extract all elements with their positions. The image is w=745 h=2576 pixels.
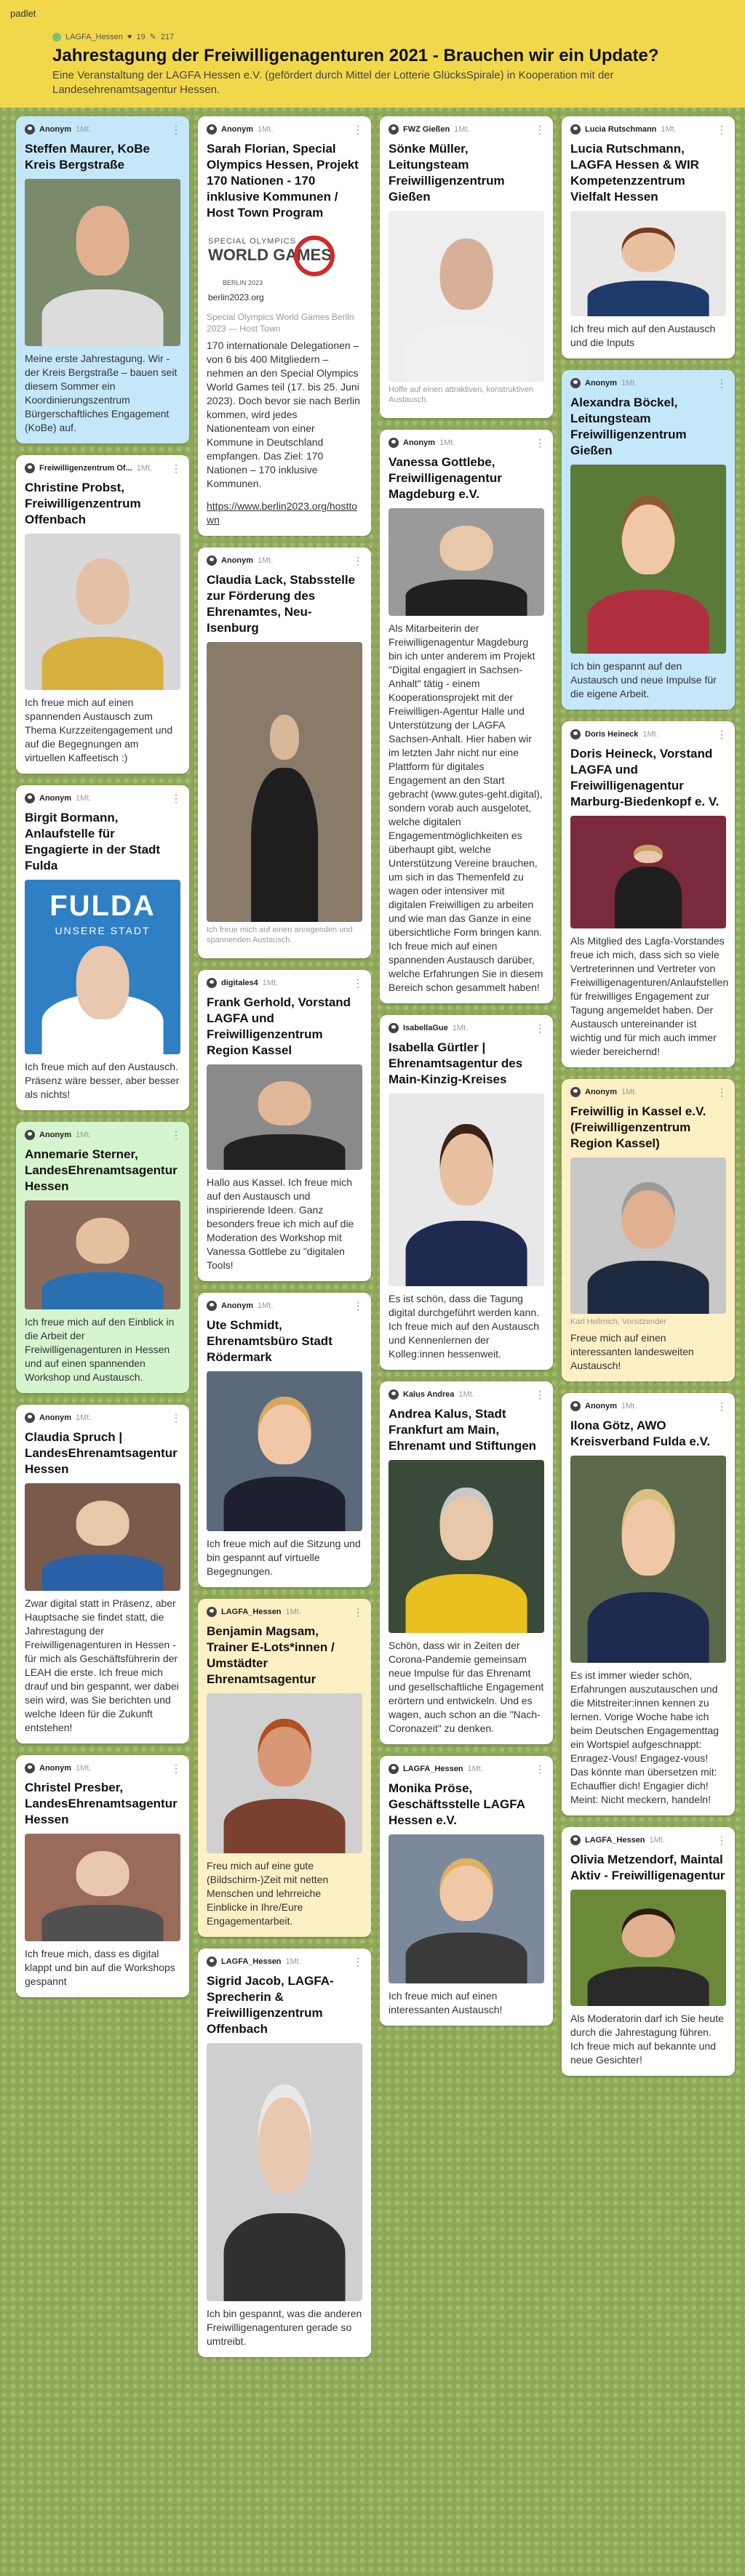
- post-card[interactable]: [16, 1405, 189, 1744]
- post-time: 1Mt.: [258, 556, 274, 565]
- fulda-wordmark: FULDA: [49, 890, 156, 922]
- post-author[interactable]: Anonym: [585, 1088, 617, 1096]
- post-header: [25, 1412, 180, 1424]
- post-author[interactable]: IsabellaGue: [403, 1024, 448, 1032]
- post-author[interactable]: Anonym: [39, 1764, 71, 1773]
- post-title: Freiwillig in Kassel e.V. (Freiwilligenzentrum Region Kassel): [570, 1104, 706, 1150]
- person-body: [224, 1799, 346, 1853]
- more-vertical-icon[interactable]: ⋮: [353, 555, 362, 566]
- post-body: Ich bin gespannt, was die anderen Freiwilligenagenturen gerade so umtreibt.: [207, 2308, 362, 2347]
- post-author[interactable]: Anonym: [39, 794, 71, 803]
- logo-line-1: SPECIAL OLYMPICS: [208, 237, 297, 246]
- person-head: [258, 1719, 311, 1786]
- person-head: [440, 1488, 493, 1560]
- post-author[interactable]: Kalus Andrea: [403, 1390, 455, 1399]
- post-card[interactable]: [16, 116, 189, 444]
- post-card[interactable]: [16, 455, 189, 774]
- person-body: [224, 1477, 346, 1531]
- more-vertical-icon[interactable]: ⋮: [717, 377, 726, 389]
- more-vertical-icon[interactable]: ⋮: [353, 1300, 362, 1312]
- post-image[interactable]: [25, 534, 180, 690]
- post-body: Es ist immer wieder schön, Erfahrungen auszutauschen und die Mitstreiter:innen kennen zu lernen. Vorige Woche habe ich beim Deutschen Engagementtag ein Wortspiel aufgeschnappt: Enragez-Vous! Engagez-vous! Das könnte man übersetzen mit: Echauffier dich! Engagier dich! Meint: Nicht meckern, handeln!: [570, 1669, 719, 1805]
- more-vertical-icon[interactable]: ⋮: [717, 1834, 726, 1846]
- post-author[interactable]: LAGFA_Hessen: [585, 1836, 645, 1845]
- post-time: 1Mt.: [452, 1024, 469, 1032]
- post-card[interactable]: [380, 1381, 553, 1744]
- board-header: [0, 26, 745, 108]
- logo-line-3: BERLIN 2023: [223, 279, 263, 286]
- author-avatar: [389, 1389, 399, 1400]
- post-image[interactable]: [570, 1890, 726, 2006]
- post-header: [570, 377, 726, 389]
- heart-icon[interactable]: ♥: [127, 32, 132, 41]
- post-title: Vanessa Gottlebe, Freiwilligenagentur Magdeburg e.V.: [389, 455, 502, 501]
- author-avatar: [207, 124, 217, 135]
- post-title: Christel Presber, LandesEhrenamtsagentur Hessen: [25, 1781, 178, 1826]
- post-author[interactable]: Anonym: [585, 1402, 617, 1411]
- person-body: [406, 1574, 527, 1633]
- post-body: Freue mich auf einen interessanten landesweiten Austausch!: [570, 1332, 694, 1371]
- post-image[interactable]: [207, 642, 362, 922]
- post-title: Sarah Florian, Special Olympics Hessen, Projekt 170 Nationen - 170 inklusive Kommunen / Host Town Program: [207, 142, 359, 220]
- post-header: [207, 1300, 362, 1312]
- post-image[interactable]: [570, 1157, 726, 1314]
- person-body: [588, 281, 709, 316]
- post-body: Es ist schön, dass die Tagung digital durchgeführt werden kann. Ich freue mich auf den Austausch und Kennenlernen der Kolleg:innen hessenweit.: [389, 1293, 540, 1360]
- person-body: [406, 579, 527, 616]
- post-time: 1Mt.: [661, 125, 677, 134]
- post-image[interactable]: [570, 211, 726, 316]
- post-author[interactable]: Anonym: [39, 125, 71, 134]
- post-title: Ilona Götz, AWO Kreisverband Fulda e.V.: [570, 1419, 711, 1448]
- author-avatar: [570, 729, 581, 739]
- post-image[interactable]: [25, 1483, 180, 1591]
- person-head: [440, 1858, 493, 1921]
- top-bar: [0, 0, 745, 26]
- post-author[interactable]: Doris Heineck: [585, 730, 639, 739]
- image-caption: Special Olympics World Games Berlin 2023 — Host Town: [207, 312, 354, 334]
- person-body: [406, 324, 527, 382]
- post-title: Christine Probst, Freiwilligenzentrum Offenbach: [25, 481, 141, 526]
- post-card[interactable]: [562, 1827, 735, 2076]
- post-author[interactable]: LAGFA_Hessen: [221, 1957, 282, 1966]
- post-title: Claudia Spruch | LandesEhrenamtsagentur Hessen: [25, 1430, 178, 1476]
- post-time: 1Mt.: [76, 1764, 92, 1773]
- post-header: [389, 1389, 544, 1400]
- person-head: [622, 1489, 675, 1576]
- post-time: 1Mt.: [136, 464, 153, 473]
- special-olympics-logo[interactable]: [207, 227, 362, 307]
- more-vertical-icon[interactable]: ⋮: [353, 1606, 362, 1618]
- person-body: [42, 1554, 164, 1591]
- column-1: [16, 116, 189, 2009]
- post-author[interactable]: LAGFA_Hessen: [221, 1608, 282, 1616]
- person-body: [588, 1592, 709, 1663]
- post-image[interactable]: [570, 465, 726, 654]
- board-subtitle: Eine Veranstaltung der LAGFA Hessen e.V. (gefördert durch Mittel der Lotterie GlücksSpirale) in Kooperation mit der Landesehrenamtsagentur Hessen.: [52, 69, 614, 96]
- post-header: [207, 555, 362, 566]
- person-head: [622, 1909, 675, 1957]
- person-body: [406, 1221, 527, 1286]
- post-header: [570, 1834, 726, 1846]
- post-title: Steffen Maurer, KoBe Kreis Bergstraße: [25, 142, 150, 172]
- post-body: Ich freue mich auf den Einblick in die Arbeit der Freiwilligenagenturen in Hessen und auf einen spannenden Workshop und Austausch.: [25, 1316, 175, 1383]
- person-head: [76, 946, 130, 1019]
- person-head: [258, 1081, 311, 1126]
- post-title: Sönke Müller, Leitungsteam Freiwilligenzentrum Gießen: [389, 142, 505, 204]
- post-body: Ich freue mich auf die Sitzung und bin gespannt auf virtuelle Begegnungen.: [207, 1538, 361, 1577]
- post-time: 1Mt.: [649, 1836, 665, 1845]
- post-header: [389, 1022, 544, 1034]
- post-card[interactable]: [198, 116, 371, 536]
- post-card[interactable]: [380, 1756, 553, 2026]
- post-card[interactable]: [198, 1293, 371, 1587]
- post-author[interactable]: Anonym: [585, 379, 617, 388]
- post-header: [25, 124, 180, 135]
- more-vertical-icon[interactable]: ⋮: [535, 124, 544, 135]
- person-body: [588, 590, 709, 654]
- post-author[interactable]: Anonym: [403, 438, 435, 447]
- post-header: [389, 437, 544, 449]
- post-header: [207, 124, 362, 135]
- more-vertical-icon[interactable]: ⋮: [353, 124, 362, 135]
- post-title: Ute Schmidt, Ehrenamtsbüro Stadt Rödermark: [207, 1318, 332, 1364]
- post-body: Ich bin gespannt auf den Austausch und neue Impulse für die eigene Arbeit.: [570, 660, 717, 699]
- post-body: Als Mitarbeiterin der Freiwilligenagentur Magdeburg bin ich unter anderem im Projekt "Digital engagiert in Sachsen-Anhalt" tätig - einem Kooperationsprojekt mit der Freiwilligen-Agentur Halle und Unterstützung der LAGFA Sachsen-Anhalt. Hier haben wir im letzten Jahr nicht nur eine Plattform für digitales Engagement an den Start gebracht (www.gutes-geht.digital), sondern vorab auch ausgelotet, welche digitalen Engagementmöglichkeiten es überhaupt gibt, welche Unterstützung Vereine brauchen, um sich in das Themenfeld zu wagen oder intensiver mit digitalen Freiwilligen zu arbeiten und wie man das Ganze in eine übersichtliche Form bringen kann. Ich freue mich auf einen spannenden Austausch darüber, welche Erfahrungen Sie in diesem Bereich schon gesammelt haben!: [389, 622, 543, 993]
- more-vertical-icon[interactable]: ⋮: [171, 462, 180, 474]
- post-image[interactable]: [207, 1064, 362, 1170]
- author-avatar: [25, 1413, 35, 1423]
- post-header: [570, 1086, 726, 1098]
- post-card[interactable]: [198, 1949, 371, 2357]
- post-title: Alexandra Böckel, Leitungsteam Freiwilligenzentrum Gießen: [570, 396, 687, 457]
- likes-count: 19: [136, 32, 146, 41]
- post-title: Isabella Gürtler | Ehrenamtsagentur des Main-Kinzig-Kreises: [389, 1040, 523, 1086]
- post-header: [25, 462, 180, 474]
- logo-line-4: berlin2023.org: [208, 292, 264, 302]
- post-header: [25, 793, 180, 804]
- post-author[interactable]: Anonym: [221, 1301, 253, 1310]
- image-caption: Karl Hellmich, Vorsitzender: [570, 1317, 667, 1326]
- post-card[interactable]: [16, 1122, 189, 1393]
- post-card[interactable]: [380, 116, 553, 418]
- person-head: [622, 228, 675, 272]
- more-vertical-icon[interactable]: ⋮: [717, 729, 726, 740]
- post-author[interactable]: LAGFA_Hessen: [403, 1765, 463, 1773]
- post-title: Andrea Kalus, Stadt Frankfurt am Main, Ehrenamt und Stiftungen: [389, 1407, 537, 1453]
- more-vertical-icon[interactable]: ⋮: [171, 1412, 180, 1424]
- post-card[interactable]: [198, 970, 371, 1281]
- more-vertical-icon[interactable]: ⋮: [535, 1022, 544, 1034]
- author-avatar: [570, 1835, 581, 1845]
- author-avatar: [570, 1087, 581, 1097]
- person-body: [42, 637, 164, 690]
- post-title: Benjamin Magsam, Trainer E-Lots*innen / Umstädter Ehrenamtsagentur: [207, 1624, 335, 1686]
- post-card[interactable]: [562, 1393, 735, 1815]
- person-body: [224, 1134, 346, 1170]
- post-body: 170 internationale Delegationen – von 6 bis 400 Mitgliedern – nehmen an den Special Olympics World Games teil (17. bis 25. Juni 2023). Doch bevor sie nach Berlin kommen, wird jedes Nationenteam von einer Kommune in Deutschland empfangen. Das Ziel: 170 Nationen – 170 inklusive Kommunen.: [207, 340, 360, 489]
- post-body: Ich freue mich auf einen interessanten Austausch!: [389, 1990, 503, 2015]
- post-image[interactable]: [389, 1834, 544, 1983]
- post-time: 1Mt.: [439, 438, 455, 447]
- board-author[interactable]: LAGFA_Hessen: [65, 32, 123, 41]
- post-header: [25, 1762, 180, 1774]
- author-avatar: [25, 793, 35, 803]
- comment-icon[interactable]: ✎: [149, 33, 156, 41]
- post-time: 1Mt.: [458, 1390, 474, 1399]
- post-body: Ich freue mich, dass es digital klappt und bin auf die Workshops gespannt: [25, 1948, 175, 1987]
- comments-count: 217: [160, 32, 175, 41]
- post-author[interactable]: FWZ Gießen: [403, 125, 450, 134]
- post-image[interactable]: [207, 1693, 362, 1853]
- post-title: Claudia Lack, Stabsstelle zur Förderung des Ehrenamtes, Neu-Isenburg: [207, 573, 356, 635]
- author-avatar: [389, 1023, 399, 1033]
- post-author[interactable]: Anonym: [39, 1413, 71, 1422]
- board-title: Jahrestagung der Freiwilligenagenturen 2021 - Brauchen wir ein Update?: [52, 46, 659, 65]
- post-time: 1Mt.: [642, 730, 658, 739]
- post-time: 1Mt.: [76, 1131, 92, 1139]
- more-vertical-icon[interactable]: ⋮: [535, 1763, 544, 1775]
- author-avatar: [25, 1130, 35, 1140]
- post-card[interactable]: [198, 547, 371, 958]
- more-vertical-icon[interactable]: ⋮: [535, 1389, 544, 1400]
- post-image[interactable]: [389, 508, 544, 616]
- author-avatar: [25, 124, 35, 135]
- post-time: 1Mt.: [285, 1957, 301, 1966]
- person-body: [42, 289, 164, 346]
- post-title: Annemarie Sterner, LandesEhrenamtsagentur Hessen: [25, 1147, 178, 1193]
- post-card[interactable]: [380, 1015, 553, 1370]
- post-author[interactable]: Lucia Rutschmann: [585, 125, 657, 134]
- author-avatar: [389, 124, 399, 135]
- post-header: [207, 1956, 362, 1967]
- post-header: [389, 124, 544, 135]
- author-avatar: [570, 124, 581, 135]
- post-body: Hallo aus Kassel. Ich freue mich auf den Austausch und inspirierende Ideen. Ganz besonders freue ich mich auf die Moderation des Workshop mit Vanessa Gottlebe zu "digitalen Tools!: [207, 1176, 354, 1271]
- post-time: 1Mt.: [258, 125, 274, 134]
- post-body: Ich freu mich auf den Austausch und die Inputs: [570, 323, 716, 348]
- author-avatar: [207, 1301, 217, 1311]
- post-time: 1Mt.: [258, 1301, 274, 1310]
- image-caption: Ich freue mich auf einen anregenden und spannenden Austausch.: [207, 926, 353, 944]
- post-body: Freu mich auf eine gute (Bildschirm-)Zeit mit netten Menschen und lehrreiche Einblicke in Ihre/Eure Engagementarbeit.: [207, 1860, 329, 1927]
- person-head: [76, 1501, 130, 1546]
- post-image[interactable]: [25, 1834, 180, 1941]
- author-avatar: [207, 978, 217, 988]
- board-meta: [52, 32, 174, 41]
- column-2: [198, 116, 371, 2369]
- more-vertical-icon[interactable]: ⋮: [353, 1956, 362, 1967]
- post-card[interactable]: [380, 430, 553, 1003]
- post-author[interactable]: Anonym: [39, 1131, 71, 1139]
- post-time: 1Mt.: [285, 1608, 301, 1616]
- post-card[interactable]: [16, 1755, 189, 1997]
- person-body: [42, 1272, 164, 1309]
- post-link[interactable]: https://www.berlin2023.org/hosttown: [207, 500, 358, 526]
- post-header: [25, 1129, 180, 1141]
- image-caption: Hoffe auf einen attraktiven, konstruktiven Austausch.: [389, 385, 534, 404]
- person-head: [76, 1218, 130, 1264]
- more-vertical-icon[interactable]: ⋮: [535, 437, 544, 449]
- post-header: [570, 124, 726, 135]
- post-header: [207, 977, 362, 989]
- post-body: Ich freue mich auf den Austausch. Präsenz wäre besser, aber besser als nichts!: [25, 1061, 180, 1100]
- person-body: [406, 1933, 527, 1983]
- post-time: 1Mt.: [76, 125, 92, 134]
- post-time: 1Mt.: [76, 1413, 92, 1422]
- post-image[interactable]: [389, 1094, 544, 1286]
- more-vertical-icon[interactable]: ⋮: [171, 793, 180, 804]
- post-body: Schön, dass wir in Zeiten der Corona-Pandemie gemeinsam neue Impulse für das Ehrenamt und gesellschaftliche Engagement erörtern und entwickeln. Und es wagen, auch schon an die "Nach-Coronazeit" zu denken.: [389, 1640, 544, 1734]
- post-header: [389, 1763, 544, 1775]
- post-title: Doris Heineck, Vorstand LAGFA und Freiwilligenagentur Marburg-Biedenkopf e. V.: [570, 747, 720, 808]
- post-image[interactable]: [570, 816, 726, 928]
- person-head: [440, 238, 493, 310]
- post-time: 1Mt.: [467, 1765, 483, 1773]
- post-body: Als Mitglied des Lagfa-Vorstandes freue ich mich, dass sich so viele Vertreterinnen und Vertreter von Freiwilligenagenturen/Anlaufstellen für freiwilliges Engagement zur Tagung angemeldet haben. Der Austausch untereinander ist wichtig und für mich auch immer wieder bereichernd!: [570, 935, 729, 1057]
- post-card[interactable]: [562, 370, 735, 710]
- person-head: [622, 495, 675, 574]
- post-title: Lucia Rutschmann, LAGFA Hessen & WIR Kompetenzzentrum Vielfalt Hessen: [570, 142, 699, 204]
- column-4: [562, 116, 735, 2087]
- person-body: [588, 1967, 709, 2006]
- person-head: [76, 206, 130, 276]
- post-title: Monika Pröse, Geschäftsstelle LAGFA Hessen e.V.: [389, 1781, 525, 1827]
- post-body: Ich freue mich auf einen spannenden Austausch zum Thema Kurzzeitengagement und auf die Begegnungen am virtuellen Kaffeetisch :): [25, 697, 173, 763]
- person-body: [588, 1261, 709, 1314]
- post-time: 1Mt.: [621, 1402, 637, 1411]
- post-time: 1Mt.: [76, 794, 92, 803]
- post-image[interactable]: [25, 1200, 180, 1309]
- person-head: [258, 1397, 311, 1464]
- post-header: [570, 1400, 726, 1412]
- person-head: [258, 2085, 311, 2193]
- person-head: [76, 558, 130, 624]
- post-image[interactable]: [207, 2043, 362, 2301]
- post-header: [207, 1606, 362, 1618]
- author-avatar: [207, 1957, 217, 1967]
- more-vertical-icon[interactable]: ⋮: [717, 1400, 726, 1412]
- fulda-subline: UNSERE STADT: [55, 925, 151, 936]
- post-image[interactable]: [389, 1460, 544, 1633]
- post-image[interactable]: [570, 1456, 726, 1663]
- post-author[interactable]: digitales4: [221, 979, 258, 987]
- person-body: [224, 2213, 346, 2301]
- more-vertical-icon[interactable]: ⋮: [171, 124, 180, 135]
- person-head: [622, 1182, 675, 1248]
- post-card[interactable]: [562, 721, 735, 1067]
- post-image[interactable]: [207, 1371, 362, 1531]
- logo-line-2: WORLD GAMES: [208, 246, 332, 264]
- more-vertical-icon[interactable]: ⋮: [353, 977, 362, 989]
- post-image[interactable]: [25, 880, 180, 1054]
- post-time: 1Mt.: [621, 1088, 637, 1096]
- author-avatar: [389, 438, 399, 448]
- post-title: Olivia Metzendorf, Maintal Aktiv - Freiwilligenagentur: [570, 1853, 725, 1882]
- author-avatar: [570, 1401, 581, 1411]
- more-vertical-icon[interactable]: ⋮: [171, 1129, 180, 1141]
- post-body: Meine erste Jahrestagung. Wir - der Kreis Bergstraße – bauen seit diesem Sommer ein Koordinierungszentrum Bürgerschaftliches Engagement (KoBe) auf.: [25, 353, 178, 433]
- person-head: [440, 1124, 493, 1205]
- post-body: Zwar digital statt in Präsenz, aber Hauptsache sie findet statt, die Jahrestagung der Freiwilligenagenturen in Hessen - für mich als Geschäftsführerin der LEAH die erste. Ich freue mich drauf und bin gespannt, wer dabei sein wird, was Sie berichten und welche Ideen für die Zukunft entstehen!: [25, 1597, 179, 1733]
- post-card[interactable]: [562, 116, 735, 358]
- post-card[interactable]: [198, 1599, 371, 1937]
- author-avatar: [25, 463, 35, 473]
- person-head: [440, 526, 493, 571]
- post-time: 1Mt.: [262, 979, 279, 987]
- post-author[interactable]: Anonym: [221, 125, 253, 134]
- post-image[interactable]: [389, 211, 544, 382]
- post-card[interactable]: [562, 1079, 735, 1381]
- post-header: [570, 729, 726, 740]
- more-vertical-icon[interactable]: ⋮: [717, 124, 726, 135]
- author-avatar: [389, 1764, 399, 1774]
- post-title: Sigrid Jacob, LAGFA-Sprecherin & Freiwilligenzentrum Offenbach: [207, 1974, 334, 2036]
- post-card[interactable]: [16, 785, 189, 1110]
- more-vertical-icon[interactable]: ⋮: [171, 1762, 180, 1774]
- post-title: Birgit Bormann, Anlaufstelle für Engagierte in der Stadt Fulda: [25, 811, 161, 872]
- brand-logo[interactable]: padlet: [10, 8, 36, 19]
- post-author[interactable]: Anonym: [221, 556, 253, 565]
- post-time: 1Mt.: [621, 379, 637, 388]
- author-avatar: [207, 555, 217, 566]
- post-image[interactable]: [25, 179, 180, 346]
- person-body: [251, 768, 318, 922]
- person-head: [634, 845, 663, 863]
- person-head: [270, 715, 299, 760]
- author-avatar: [207, 1607, 217, 1617]
- more-vertical-icon[interactable]: ⋮: [717, 1086, 726, 1098]
- post-title: Frank Gerhold, Vorstand LAGFA und Freiwilligenzentrum Region Kassel: [207, 995, 351, 1057]
- emblem-icon: [294, 236, 335, 276]
- person-head: [76, 1851, 130, 1896]
- person-body: [42, 1905, 164, 1941]
- post-body: Als Moderatorin darf ich Sie heute durch die Jahrestagung führen. Ich freue mich auf bekannte und neue Gesichter!: [570, 2013, 724, 2066]
- author-avatar: [570, 378, 581, 388]
- column-3: [380, 116, 553, 2037]
- author-avatar: [25, 1763, 35, 1773]
- person-body: [615, 867, 682, 928]
- post-time: 1Mt.: [454, 125, 470, 134]
- author-avatar: [52, 33, 61, 41]
- post-author[interactable]: Freiwilligenzentrum Of...: [39, 464, 132, 473]
